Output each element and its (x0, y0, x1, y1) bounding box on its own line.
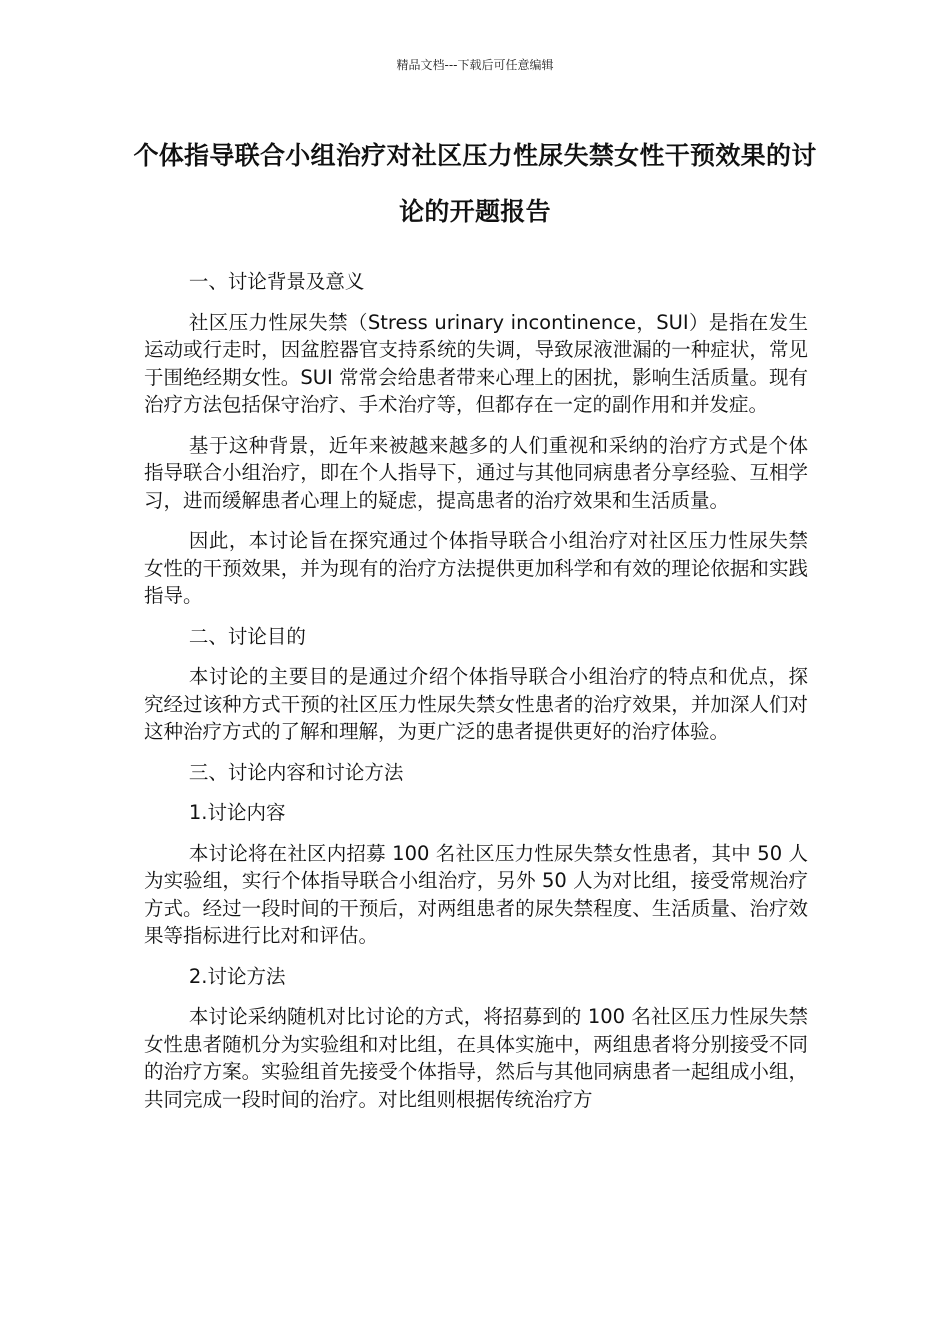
subsection-heading-content: 1.讨论内容 (188, 801, 286, 824)
header-note: 精品文档---下载后可任意编辑 (396, 58, 554, 72)
paragraph: 本讨论将在社区内招募 100 名社区压力性尿失禁女性患者，其中 50 人为实验组，实行个体指导联合小组治疗，另外 50 人为对比组，接受常规治疗方式。经过一段时间的干预后，对两组患者的尿失禁程度、生活质量、治疗效果等指标进行比对和评估。 (144, 841, 808, 947)
subsection-heading-methods: 2.讨论方法 (188, 964, 286, 988)
paragraph: 社区压力性尿失禁（Stress urinary incontinence，SUI）是指在发生运动或行走时，因盆腔器官支持系统的失调，导致尿液泄漏的一种症状，常见于围绝经期女性。SUI 常常会给患者带来心理上的困扰，影响生活质量。现有治疗方法包括保守治疗、手术治疗等，但都存在一定的副作用和并发症。 (144, 310, 808, 416)
paragraph: 基于这种背景，近年来被越来越多的人们重视和采纳的治疗方式是个体指导联合小组治疗，即在个人指导下，通过与其他同病患者分享经验、互相学习，进而缓解患者心理上的疑虑，提高患者的治疗效果和生活质量。 (144, 433, 808, 512)
paragraph: 因此，本讨论旨在探究通过个体指导联合小组治疗对社区压力性尿失禁女性的干预效果，并为现有的治疗方法提供更加科学和有效的理论依据和实践指导。 (144, 529, 808, 607)
document-body (144, 268, 808, 1126)
document-title: 个体指导联合小组治疗对社区压力性尿失禁女性干预效果的讨论的开题报告 (133, 141, 817, 226)
section-heading-purpose: 二、讨论目的 (188, 624, 306, 648)
paragraph: 本讨论的主要目的是通过介绍个体指导联合小组治疗的特点和优点，探究经过该种方式干预的社区压力性尿失禁女性患者的治疗效果，并加深人们对这种治疗方式的了解和理解，为更广泛的患者提供更好的治疗体验。 (144, 665, 808, 743)
section-heading-background: 一、讨论背景及意义 (188, 270, 365, 293)
paragraph: 本讨论采纳随机对比讨论的方式，将招募到的 100 名社区压力性尿失禁女性患者随机分为实验组和对比组，在具体实施中，两组患者将分别接受不同的治疗方案。实验组首先接受个体指导，然后与其他同病患者一起组成小组，共同完成一段时间的治疗。对比组则根据传统治疗方 (144, 1005, 808, 1111)
section-heading-content-methods: 三、讨论内容和讨论方法 (188, 760, 404, 784)
